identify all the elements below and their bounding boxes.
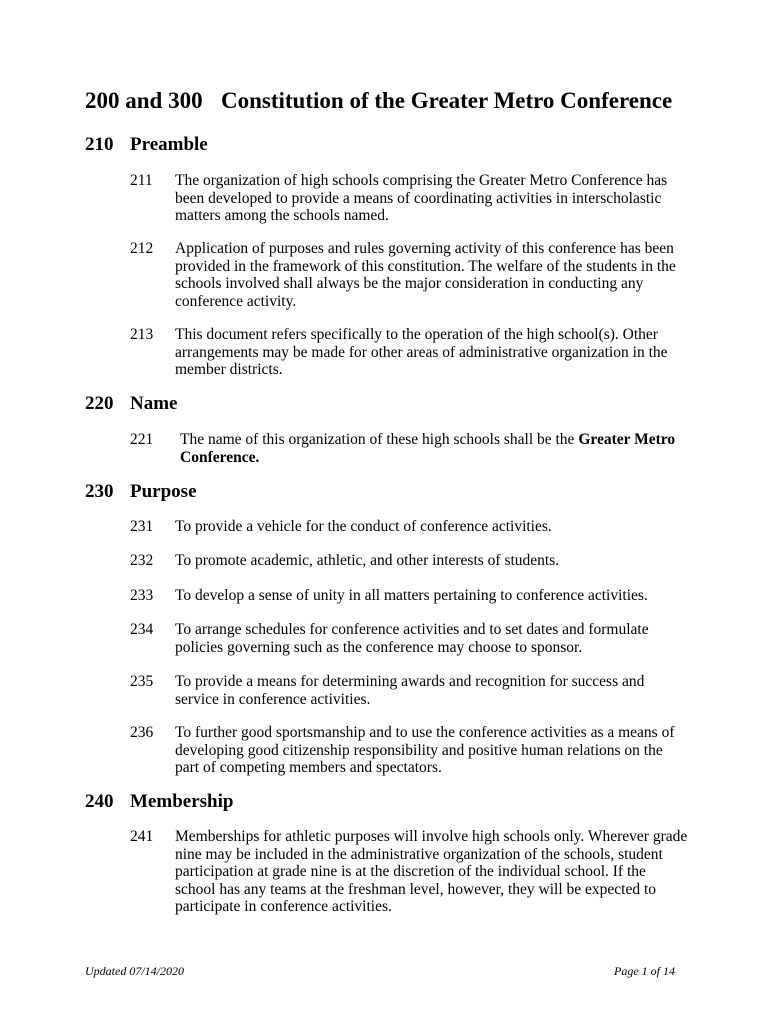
section-number: 210: [85, 134, 114, 155]
clause-233: [130, 587, 690, 605]
section-number: 220: [85, 393, 114, 414]
clause-text: To promote academic, athletic, and other interests of students.: [175, 552, 560, 569]
clause-number: 233: [130, 587, 154, 604]
section-title: Purpose: [130, 481, 197, 502]
clause-number: 221: [130, 431, 154, 448]
conference-name-bold: Greater Metro Conference.: [180, 431, 676, 466]
section-title: Preamble: [130, 134, 208, 155]
section-number: 230: [85, 481, 114, 502]
title-number: 200 and 300: [85, 88, 203, 113]
section-heading-preamble: [85, 134, 208, 156]
clause-text: Memberships for athletic purposes will involve high schools only. Wherever grade nine may be included in the administrative organization of the schools, student participation at grade nine is at the discretion of the individual school. If the school has any teams at the freshman level, however, they will be expected to participate in conference activities.: [175, 828, 688, 915]
clause-236: [130, 724, 690, 777]
clause-text: To arrange schedules for conference activities and to set dates and formulate policies governing such as the conference may choose to sponsor.: [175, 621, 649, 656]
clause-text: To develop a sense of unity in all matters pertaining to conference activities.: [175, 587, 648, 604]
clause-number: 236: [130, 724, 154, 741]
page-title: [85, 88, 672, 114]
clause-number: 235: [130, 673, 154, 690]
clause-234: [130, 621, 690, 656]
clause-212: [130, 240, 690, 310]
clause-text: To provide a vehicle for the conduct of conference activities.: [175, 518, 552, 535]
section-title: Name: [130, 393, 178, 414]
footer-updated-date: Updated 07/14/2020: [85, 964, 184, 978]
clause-number: 232: [130, 552, 154, 569]
clause-241: [130, 828, 690, 916]
clause-text: To provide a means for determining awards and recognition for success and service in conference activities.: [175, 673, 645, 708]
clause-number: 213: [130, 326, 154, 343]
clause-231: [130, 518, 690, 536]
clause-232: [130, 552, 690, 570]
clause-text: To further good sportsmanship and to use the conference activities as a means of developing good citizenship responsibility and positive human relations on the part of competing members and spectators.: [175, 724, 675, 776]
clause-text-plain: The name of this organization of these high schools shall be the: [180, 431, 579, 448]
section-title: Membership: [130, 791, 234, 812]
clause-221: [130, 431, 690, 466]
clause-number: 234: [130, 621, 154, 638]
section-heading-membership: [85, 791, 233, 813]
clause-text: The organization of high schools comprising the Greater Metro Conference has been developed to provide a means of coordinating activities in interscholastic matters among the schools named.: [175, 172, 668, 224]
clause-235: [130, 673, 690, 708]
section-number: 240: [85, 791, 114, 812]
clause-number: 211: [130, 172, 153, 189]
footer-page-number: Page 1 of 14: [614, 964, 675, 978]
clause-213: [130, 326, 690, 379]
clause-number: 231: [130, 518, 154, 535]
clause-number: 212: [130, 240, 154, 257]
clause-text: [180, 431, 690, 466]
clause-number: 241: [130, 828, 154, 845]
clause-text: This document refers specifically to the operation of the high school(s). Other arrangements may be made for other areas of administrative organization in the member districts.: [175, 326, 668, 378]
title-text: Constitution of the Greater Metro Conference: [221, 88, 673, 113]
section-heading-purpose: [85, 481, 197, 503]
clause-211: [130, 172, 690, 225]
section-heading-name: [85, 393, 177, 415]
clause-text: Application of purposes and rules governing activity of this conference has been provided in the framework of this constitution. The welfare of the students in the schools involved shall always be the major consideration in conducting any conference activity.: [175, 240, 676, 310]
